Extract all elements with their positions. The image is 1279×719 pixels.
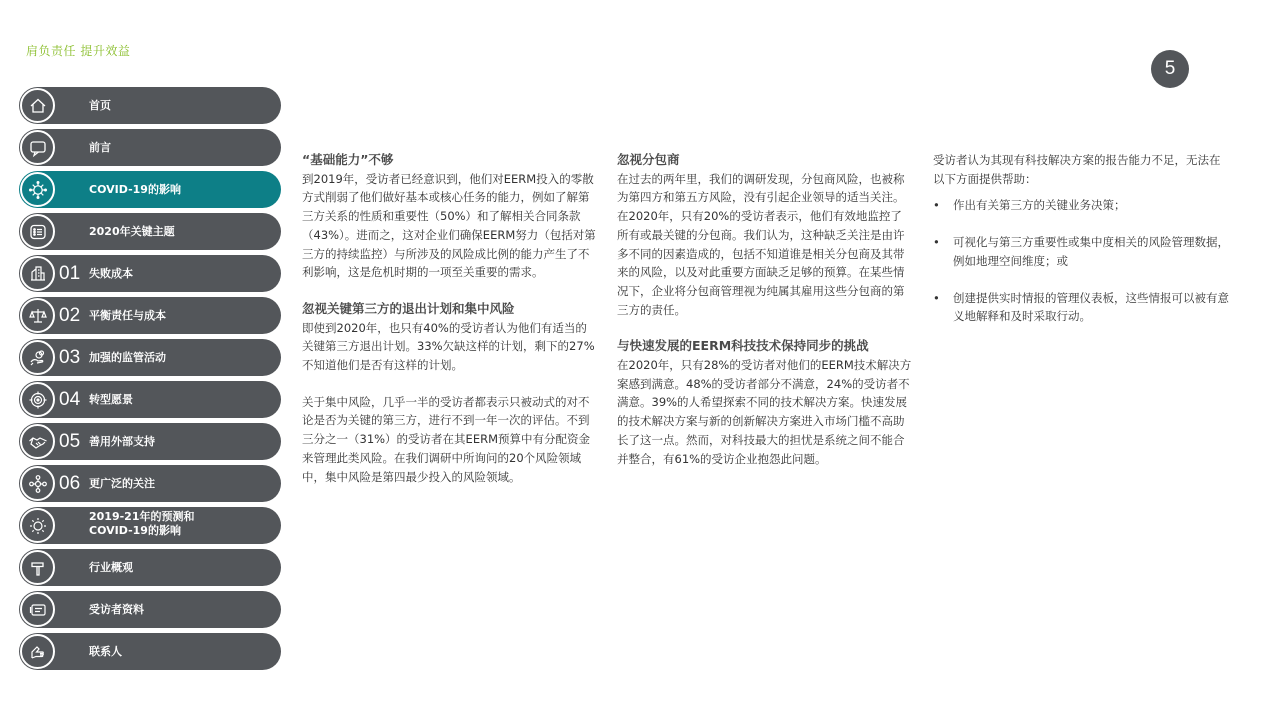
paragraph: 即使到2020年，也只有40%的受访者认为他们有适当的关键第三方退出计划。33%欠缺这样的计划，剩下的27%不知道他们是否有这样的计划。 (302, 320, 595, 373)
column-1 (302, 151, 598, 486)
list-item: • 作出有关第三方的关键业务决策； (933, 196, 1229, 215)
paragraph: 关于集中风险，几乎一半的受访者都表示只被动式的对不论是否为关键的第三方，进行不到一年一次的评估。不到三分之一（31%）的受访者在其EERM预算中有分配资金来管理此类风险。在我们调研中所询问的20个风险领域中，集中风险是第四最少投入的风险领域。 (302, 394, 591, 484)
list-icon (20, 214, 55, 249)
nav-item-label-line2: COVID-19的影响 (89, 524, 181, 537)
virus-icon (20, 172, 55, 207)
nav-item-label: COVID-19的影响 (89, 182, 181, 196)
side-navigation (19, 87, 281, 675)
speech-bubble-icon (20, 130, 55, 165)
nav-item-number: 05 (59, 430, 81, 452)
nav-item-label: 联系人 (89, 644, 122, 658)
nav-item-label-line1: 2019-21年的预测和 (89, 510, 195, 523)
home-icon (20, 88, 55, 123)
nav-item-forecast[interactable] (19, 507, 281, 544)
nav-item-respondents[interactable] (19, 591, 281, 628)
list-item: • 创建提供实时情报的管理仪表板，这些情报可以被有意义地解释和及时采取行动。 (933, 289, 1229, 326)
nav-item-02[interactable] (19, 297, 281, 334)
nav-item-industry-overview[interactable] (19, 549, 281, 586)
nav-item-04[interactable] (19, 381, 281, 418)
nav-item-number: 02 (59, 304, 81, 326)
nav-item-number: 04 (59, 388, 81, 410)
network-icon (20, 466, 55, 501)
nav-item-label: 加强的监管活动 (89, 350, 166, 364)
nav-item-foreword[interactable] (19, 129, 281, 166)
nav-item-number: 03 (59, 346, 81, 368)
nav-item-label: 受访者资料 (89, 602, 144, 616)
target-icon (20, 382, 55, 417)
nav-item-label: 更广泛的关注 (89, 476, 155, 490)
nav-item-home[interactable] (19, 87, 281, 124)
nav-item-label: 善用外部支持 (89, 434, 155, 448)
building-icon (20, 256, 55, 291)
nav-item-label: 行业概观 (89, 560, 133, 574)
paragraph: 在2020年，只有28%的受访者对他们的EERM技术解决方案感到满意。48%的受访者部分不满意，24%的受访者不满意。39%的人希望探索不同的技术解决方案。快速发展的技术解决方案与新的创新解决方案进入市场门槛不高助长了这一点。然而，对科技最大的担忧是系统之间不能合并整合，有61%的受访企业抱怨此问题。 (617, 358, 912, 466)
nav-item-key-themes[interactable] (19, 213, 281, 250)
nav-item-covid-impact[interactable] (19, 171, 281, 208)
paragraph: 在过去的两年里，我们的调研发现，分包商风险，也被称为第四方和第五方风险，没有引起企业领导的适当关注。在2020年，只有20%的受访者表示，他们有效地监控了所有或最关键的分包商。我们认为，这种缺乏关注是由许多不同的因素造成的，包括不知道谁是相关分包商及其带来的风险，以及对此重要方面缺乏足够的预算。在某些情况下，企业将分包商管理视为纯属其雇用这些分包商的第三方的责任。 (617, 171, 905, 317)
nav-item-label: 2020年关键主题 (89, 224, 175, 238)
nav-item-01[interactable] (19, 255, 281, 292)
hammer-icon (20, 550, 55, 585)
nav-item-number: 06 (59, 472, 81, 494)
list-item: • 可视化与第三方重要性或集中度相关的风险管理数据，例如地理空间维度；或 (933, 233, 1229, 270)
nav-item-label: 失败成本 (89, 266, 133, 280)
nav-item-number: 01 (59, 262, 81, 284)
paragraph: 受访者认为其现有科技解决方案的报告能力不足，无法在以下方面提供帮助： (933, 153, 1221, 186)
heading-tech-challenge: 与快速发展的EERM科技技术保持同步的挑战 (617, 338, 869, 354)
id-card-icon (20, 592, 55, 627)
nav-item-label: 平衡责任与成本 (89, 308, 166, 322)
heading-subcontractors: 忽视分包商 (617, 152, 680, 167)
contact-hand-icon (20, 634, 55, 669)
handshake-icon (20, 424, 55, 459)
heading-basic-capability: “基础能力”不够 (302, 152, 394, 167)
nav-item-label (89, 510, 195, 538)
tagline: 肩负责任 提升效益 (26, 44, 131, 58)
nav-item-label: 转型愿景 (89, 392, 133, 406)
nav-item-06[interactable] (19, 465, 281, 502)
paragraph: 到2019年，受访者已经意识到，他们对EERM投入的零散方式削弱了他们做好基本或核心任务的能力，例如了解第三方关系的性质和重要性（50%）和了解相关合同条款（43%）。进而之，这对企业们确保EERM努力（包括对第三方的持续监控）与所涉及的风险成比例的能力产生了不利影响，这是危机时期的一项至关重要的需求。 (302, 171, 596, 280)
column-3 (933, 151, 1229, 344)
bullet-list (933, 196, 1229, 326)
nav-item-03[interactable] (19, 339, 281, 376)
nav-item-label: 首页 (89, 98, 111, 112)
nav-item-label: 前言 (89, 140, 111, 154)
sun-icon (20, 508, 55, 543)
hand-coins-icon (20, 340, 55, 375)
column-2 (617, 151, 913, 468)
nav-item-05[interactable] (19, 423, 281, 460)
scales-icon (20, 298, 55, 333)
nav-item-contacts[interactable] (19, 633, 281, 670)
page-number-badge: 5 (1151, 50, 1189, 88)
heading-exit-plans: 忽视关键第三方的退出计划和集中风险 (302, 300, 515, 316)
